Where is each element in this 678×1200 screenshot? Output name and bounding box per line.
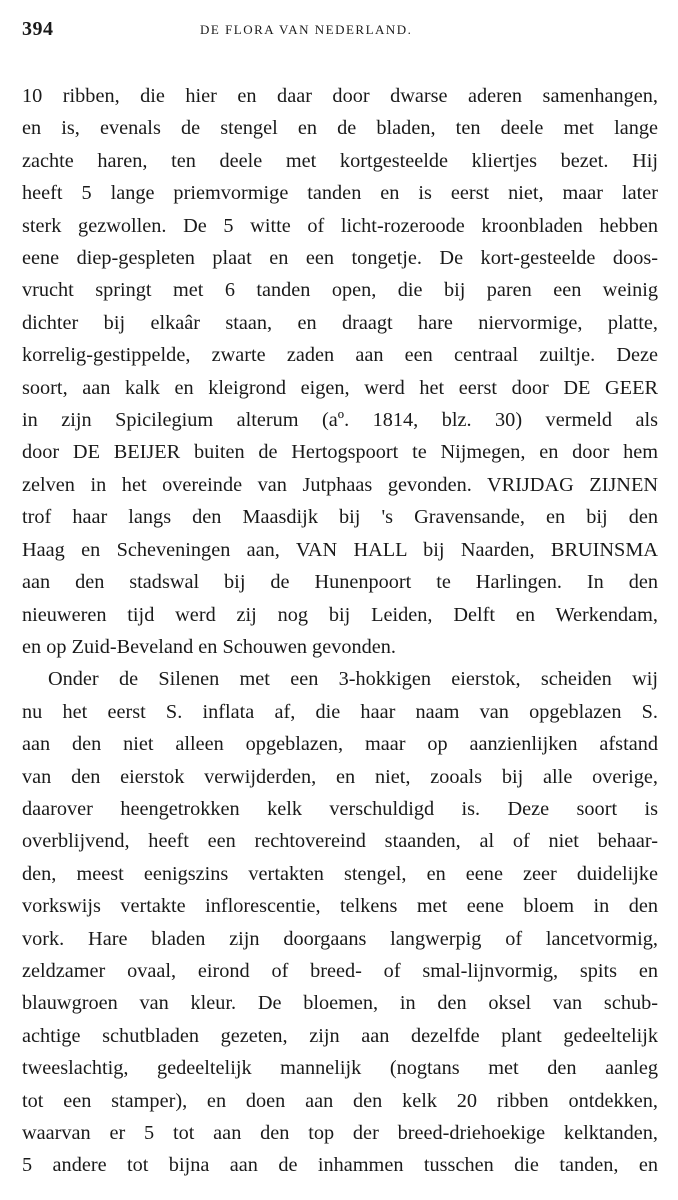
text-line: zelven in het overeinde van Jutphaas gevonden. VRIJDAG ZIJNEN	[22, 473, 658, 496]
text-line: tot een stamper), en doen aan den kelk 20 ribben ontdekken,	[22, 1089, 658, 1112]
text-line: trof haar langs den Maasdijk bij 's Gravensande, en bij den	[22, 506, 658, 529]
text-line: nieuweren tijd werd zij nog bij Leiden, Delft en Werkendam,	[22, 603, 658, 626]
text-line: korrelig-gestippelde, zwarte zaden aan een centraal zuiltje. Deze	[22, 344, 658, 367]
text-line: daarover heengetrokken kelk verschuldigd is. Deze soort is	[22, 797, 658, 820]
text-line: zeldzamer ovaal, eirond of breed- of smal-lijnvormig, spits en	[22, 959, 658, 982]
text-line: Onder de Silenen met een 3-hokkigen eierstok, scheiden wij	[48, 668, 658, 691]
text-line: vorkswijs vertakte inflorescentie, telkens met eene bloem in den	[22, 895, 658, 918]
text-line: dichter bij elkaâr staan, en draagt hare niervormige, platte,	[22, 311, 658, 334]
text-line: 10 ribben, die hier en daar door dwarse aderen samenhangen,	[22, 85, 658, 107]
text-line: vrucht springt met 6 tanden open, die bij paren een weinig	[22, 279, 658, 302]
text-line: eene diep-gespleten plaat en een tongetje. De kort-gesteelde doos-	[22, 247, 658, 270]
paragraph-1	[22, 80, 658, 663]
text-line: overblijvend, heeft een rechtovereind staanden, al of niet behaar-	[22, 830, 658, 853]
text-line: en is, evenals de stengel en de bladen, ten deele met lange	[22, 117, 658, 140]
paragraph-2	[22, 663, 658, 1182]
page-number: 394	[22, 18, 54, 40]
text-line: den, meest eenigszins vertakten stengel, en eene zeer duidelijke	[22, 862, 658, 885]
text-line: heeft 5 lange priemvormige tanden en is eerst niet, maar later	[22, 182, 658, 205]
running-head: DE FLORA VAN NEDERLAND.	[200, 22, 413, 37]
text-line: in zijn Spicilegium alterum (aº. 1814, blz. 30) vermeld als	[22, 409, 658, 432]
text-line: soort, aan kalk en kleigrond eigen, werd het eerst door DE GEER	[22, 376, 658, 399]
text-line: tweeslachtig, gedeeltelijk mannelijk (nogtans met den aanleg	[22, 1057, 658, 1080]
text-line: door DE BEIJER buiten de Hertogspoort te Nijmegen, en door hem	[22, 441, 658, 464]
text-line: Haag en Scheveningen aan, VAN HALL bij Naarden, BRUINSMA	[22, 538, 658, 561]
text-line: vork. Hare bladen zijn doorgaans langwerpig of lancetvormig,	[22, 927, 658, 950]
text-line: 5 andere tot bijna aan de inhammen tusschen die tanden, en	[22, 1154, 658, 1177]
text-line: sterk gezwollen. De 5 witte of licht-rozeroode kroonbladen hebben	[22, 214, 658, 237]
page	[22, 18, 658, 1182]
text-line: aan den niet alleen opgeblazen, maar op aanzienlijken afstand	[22, 733, 658, 756]
text-line: waarvan er 5 tot aan den top der breed-driehoekige kelktanden,	[22, 1122, 658, 1144]
text-line: nu het eerst S. inflata af, die haar naam van opgeblazen S.	[22, 700, 658, 723]
body-text	[22, 80, 658, 1182]
text-line: achtige schutbladen gezeten, zijn aan dezelfde plant gedeeltelijk	[22, 1024, 658, 1047]
text-line: zachte haren, ten deele met kortgesteelde kliertjes bezet. Hij	[22, 149, 658, 172]
page-header	[22, 18, 658, 46]
text-line: blauwgroen van kleur. De bloemen, in den oksel van schub-	[22, 992, 658, 1015]
text-line: van den eierstok verwijderden, en niet, zooals bij alle overige,	[22, 765, 658, 788]
text-line: en op Zuid-Beveland en Schouwen gevonden.	[22, 635, 396, 658]
text-line: aan den stadswal bij de Hunenpoort te Harlingen. In den	[22, 571, 658, 594]
